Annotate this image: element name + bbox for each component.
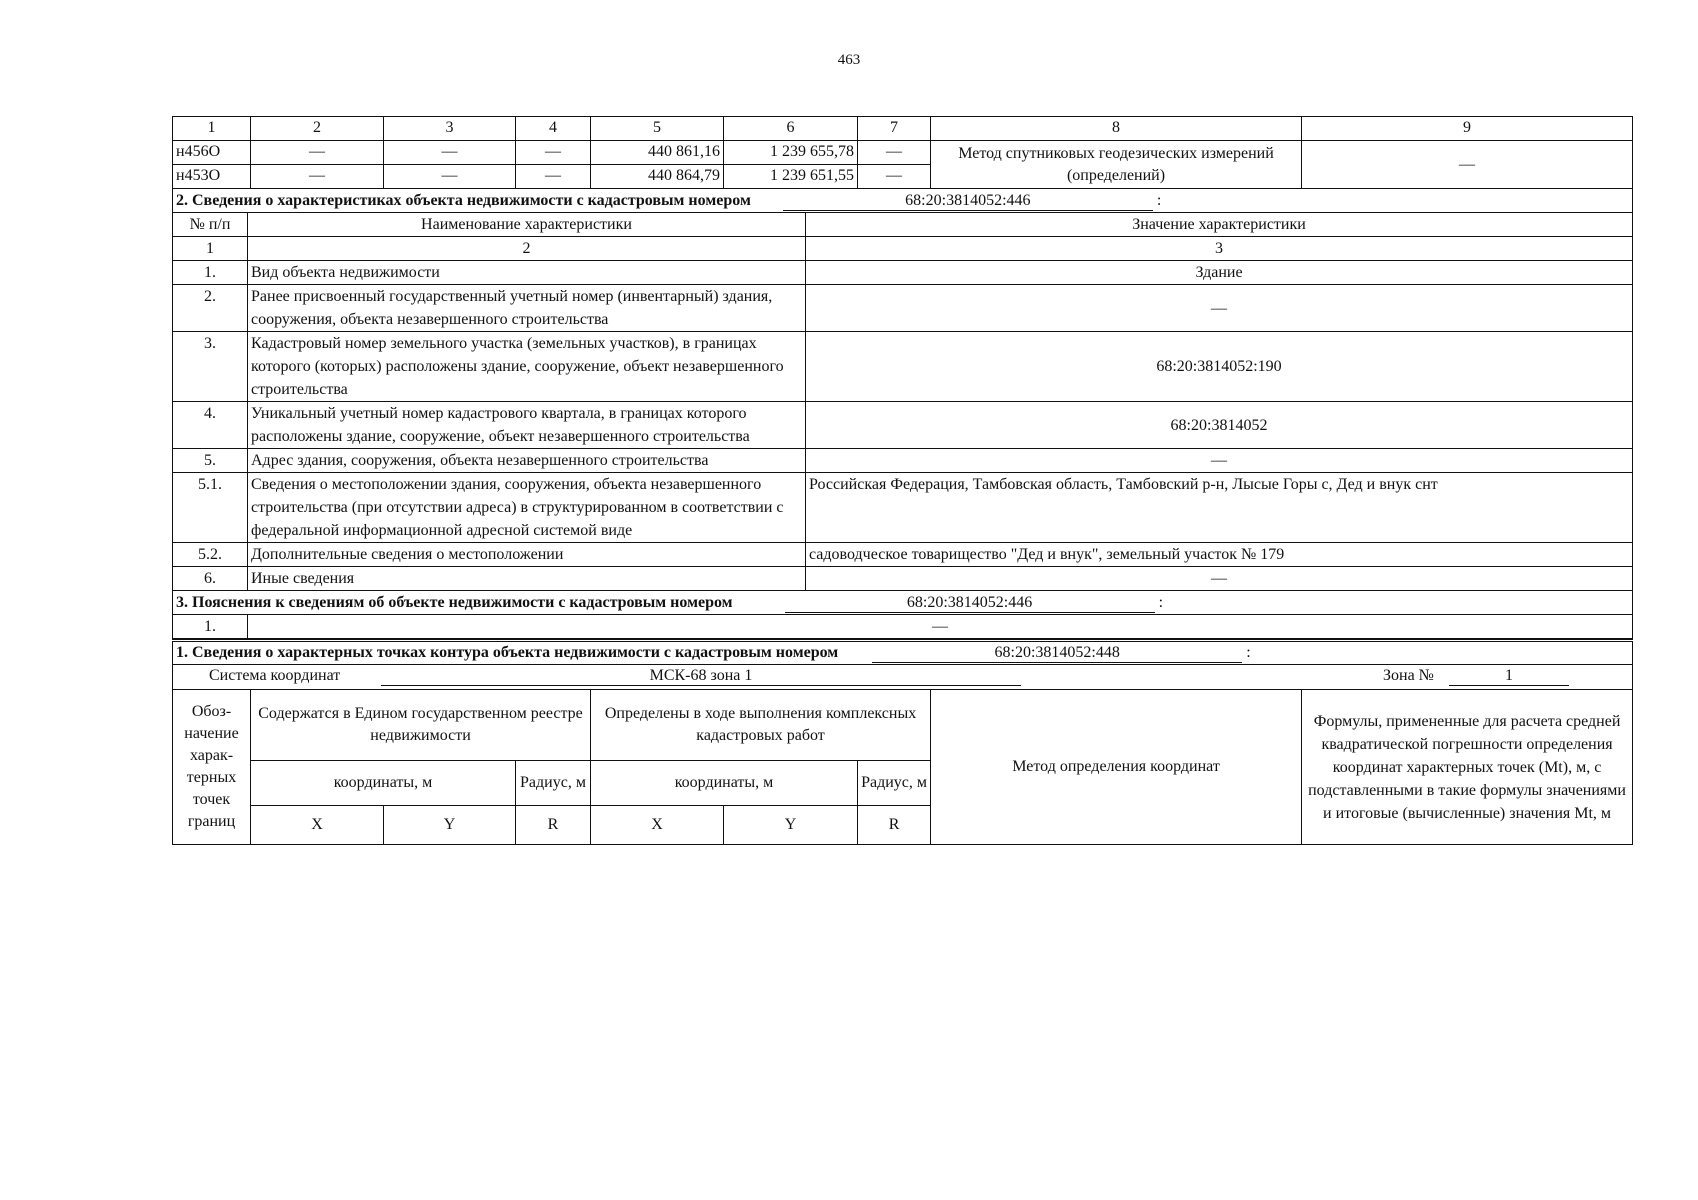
row-name: Кадастровый номер земельного участка (земельных участков), в границах которого (которых) расположены здание, сооружение, объект незавершенного строительства — [248, 332, 806, 402]
formula-cell: — — [1302, 141, 1633, 189]
header-point-designation: Обоз-начение харак-терных точек границ — [173, 690, 251, 845]
section-title: 2. Сведения о характеристиках объекта недвижимости с кадастровым номером — [176, 192, 751, 209]
header-radius: Радиус, м — [516, 761, 591, 806]
section-title: 1. Сведения о характерных точках контура объекта недвижимости с кадастровым номером — [176, 644, 839, 661]
col-number: 2 — [251, 117, 384, 141]
table-row — [173, 261, 1633, 285]
cell: — — [384, 141, 516, 165]
zone-value: 1 — [1449, 666, 1569, 686]
header-value: Значение характеристики — [806, 213, 1633, 237]
col-number: 3 — [384, 117, 516, 141]
points-header-table — [172, 690, 1633, 845]
header-radius: Радиус, м — [858, 761, 931, 806]
characteristics-table — [172, 189, 1633, 639]
table-row — [173, 543, 1633, 567]
colon: : — [1156, 192, 1162, 209]
x-coordinate: 440 864,79 — [591, 165, 724, 189]
table-row — [173, 332, 1633, 402]
header-num: № п/п — [173, 213, 248, 237]
point-id: н453О — [173, 165, 251, 189]
row-num: 4. — [173, 402, 248, 449]
table-row — [173, 449, 1633, 473]
row-value: 68:20:3814052:190 — [806, 332, 1633, 402]
row-num: 1. — [173, 261, 248, 285]
points-table — [172, 116, 1633, 189]
table-row — [173, 473, 1633, 543]
x-coordinate: 440 861,16 — [591, 141, 724, 165]
section2-title-cell — [173, 189, 1633, 213]
row-value: — — [806, 285, 1633, 332]
header-name: Наименование характеристики — [248, 213, 806, 237]
cadastral-number: 68:20:3814052:448 — [872, 643, 1242, 663]
method-cell: Метод спутниковых геодезических измерений (определений) — [931, 141, 1302, 189]
col-number: 6 — [724, 117, 858, 141]
row-num: 3. — [173, 332, 248, 402]
coordinate-system-cell — [173, 665, 1633, 690]
cell: — — [384, 165, 516, 189]
col-number: 5 — [591, 117, 724, 141]
header-y: Y — [384, 806, 516, 845]
header-x: X — [591, 806, 724, 845]
col-number: 4 — [516, 117, 591, 141]
section-header — [173, 189, 1633, 213]
cell: — — [516, 165, 591, 189]
coordinate-system-row — [173, 665, 1633, 690]
row-num: 5.1. — [173, 473, 248, 543]
header-formula: Формулы, примененные для расчета средней квадратической погрешности определения координат характерных точек (Mt), м, с подставленными в такие формулы значениями и итоговые (вычисленные) значения Mt, м — [1302, 690, 1633, 845]
row-num: 1. — [173, 615, 248, 639]
table-row — [173, 285, 1633, 332]
cadastral-number: 68:20:3814052:446 — [783, 191, 1153, 211]
table-row — [173, 402, 1633, 449]
cadastral-sheet — [172, 116, 1632, 845]
header-r: R — [516, 806, 591, 845]
row-value: Здание — [806, 261, 1633, 285]
section-title: 3. Пояснения к сведениям об объекте недвижимости с кадастровым номером — [176, 594, 733, 611]
row-name: Ранее присвоенный государственный учетный номер (инвентарный) здания, сооружения, объекта незавершенного строительства — [248, 285, 806, 332]
col-number: 1 — [173, 117, 251, 141]
row-name: Уникальный учетный номер кадастрового квартала, в границах которого расположены здание, сооружение, объект незавершенного строительства — [248, 402, 806, 449]
header-coordinates: координаты, м — [591, 761, 858, 806]
row-value: Российская Федерация, Тамбовская область, Тамбовский р-н, Лысые Горы с, Дед и внук снт — [806, 473, 1633, 543]
col-number: 8 — [931, 117, 1302, 141]
coord-system-value: МСК-68 зона 1 — [381, 666, 1021, 686]
cell: — — [858, 141, 931, 165]
column-number-row — [173, 237, 1633, 261]
cell: — — [251, 141, 384, 165]
row-value: — — [806, 449, 1633, 473]
section1-header-table — [172, 639, 1633, 690]
col-number: 2 — [248, 237, 806, 261]
row-value: — — [248, 615, 1633, 639]
table-row — [173, 615, 1633, 639]
row-value: садоводческое товарищество "Дед и внук", земельный участок № 179 — [806, 543, 1633, 567]
table-row — [173, 141, 1633, 165]
colon: : — [1246, 644, 1251, 661]
point-id: н456О — [173, 141, 251, 165]
section-header — [173, 591, 1633, 615]
col-number: 3 — [806, 237, 1633, 261]
cell: — — [516, 141, 591, 165]
section1-title-cell — [173, 641, 1633, 665]
column-number-row — [173, 117, 1633, 141]
section-header — [173, 641, 1633, 665]
coord-system-label: Система координат — [209, 667, 341, 684]
col-number: 1 — [173, 237, 248, 261]
header-x: X — [251, 806, 384, 845]
row-num: 2. — [173, 285, 248, 332]
cadastral-number: 68:20:3814052:446 — [785, 593, 1155, 613]
row-num: 5.2. — [173, 543, 248, 567]
y-coordinate: 1 239 655,78 — [724, 141, 858, 165]
colon: : — [1158, 594, 1164, 611]
col-number: 7 — [858, 117, 931, 141]
row-name: Дополнительные сведения о местоположении — [248, 543, 806, 567]
table-row — [173, 567, 1633, 591]
row-name: Иные сведения — [248, 567, 806, 591]
row-value: — — [806, 567, 1633, 591]
header-egrn: Содержатся в Едином государственном реестре недвижимости — [251, 690, 591, 761]
row-name: Сведения о местоположении здания, сооружения, объекта незавершенного строительства (при отсутствии адреса) в структурированном в соответствии с федеральной информационной адресной системой виде — [248, 473, 806, 543]
header-y: Y — [724, 806, 858, 845]
row-num: 5. — [173, 449, 248, 473]
zone-label: Зона № — [1383, 667, 1434, 684]
row-num: 6. — [173, 567, 248, 591]
header-row — [173, 690, 1633, 761]
header-r: R — [858, 806, 931, 845]
row-value: 68:20:3814052 — [806, 402, 1633, 449]
row-name: Вид объекта недвижимости — [248, 261, 806, 285]
cell: — — [251, 165, 384, 189]
header-method: Метод определения координат — [931, 690, 1302, 845]
y-coordinate: 1 239 651,55 — [724, 165, 858, 189]
row-name: Адрес здания, сооружения, объекта незавершенного строительства — [248, 449, 806, 473]
header-row — [173, 213, 1633, 237]
header-complex: Определены в ходе выполнения комплексных кадастровых работ — [591, 690, 931, 761]
cell: — — [858, 165, 931, 189]
page-number: 463 — [837, 52, 861, 68]
section3-title-cell — [173, 591, 1633, 615]
header-coordinates: координаты, м — [251, 761, 516, 806]
col-number: 9 — [1302, 117, 1633, 141]
